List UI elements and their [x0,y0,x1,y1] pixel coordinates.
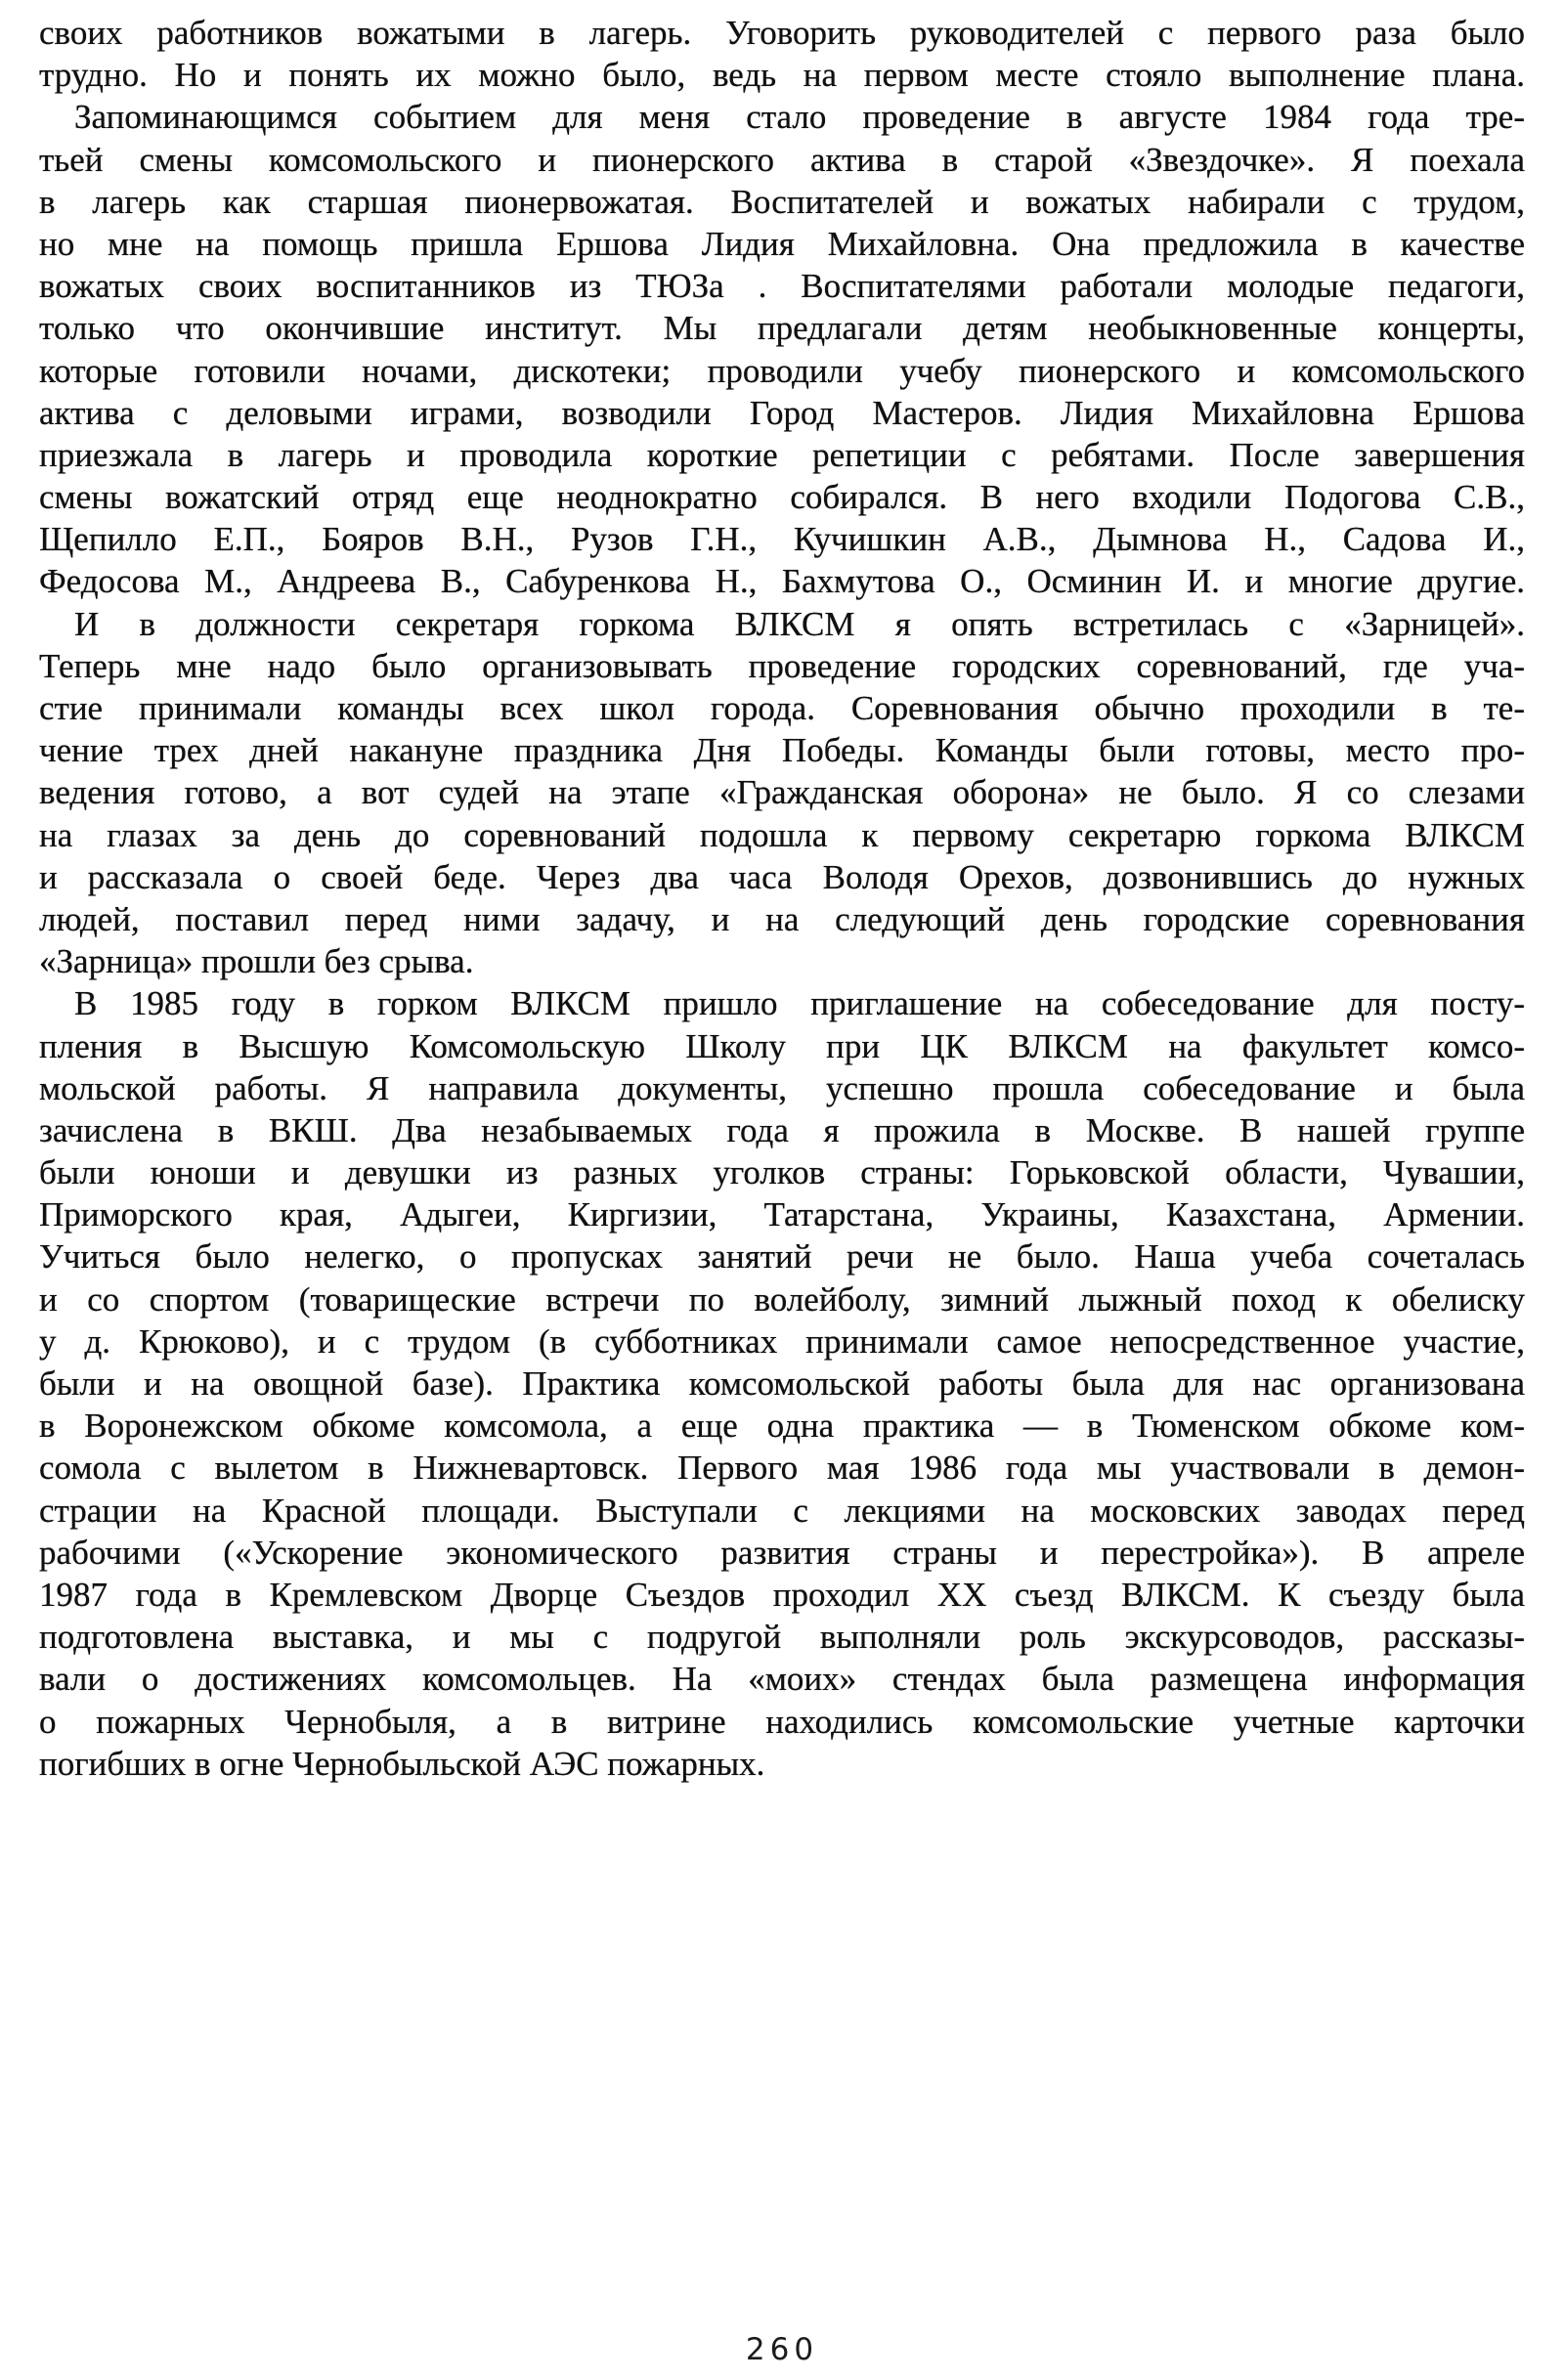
text-line: и рассказала о своей беде. Через два часа Володя Орехов, дозвонившись до нужных [39,857,1525,896]
text-line: были юноши и девушки из разных уголков страны: Горьковской области, Чувашии, [39,1153,1525,1192]
page-text [39,12,1525,1785]
text-line: у д. Крюково), и с трудом (в субботниках принимали самое непосредственное участие, [39,1321,1525,1361]
text-line: чение трех дней накануне праздника Дня Победы. Команды были готовы, место про- [39,731,1525,770]
text-line: Щепилло Е.П., Бояров В.Н., Рузов Г.Н., Кучишкин А.В., Дымнова Н., Садова И., [39,520,1525,559]
text-line: ведения готово, а вот судей на этапе «Гражданская оборона» не было. Я со слезами [39,773,1525,812]
text-line: которые готовили ночами, дискотеки; проводили учебу пионерского и комсомольского [39,351,1525,390]
text-line: рабочими («Ускорение экономического развития страны и перестройка»). В апреле [39,1533,1525,1572]
text-line: страции на Красной площади. Выступали с лекциями на московских заводах перед [39,1491,1525,1530]
text-line: Приморского края, Адыгеи, Киргизии, Татарстана, Украины, Казахстана, Армении. [39,1195,1525,1234]
text-line: и со спортом (товарищеские встречи по волейболу, зимний лыжный поход к обелиску [39,1279,1525,1319]
text-line: зачислена в ВКШ. Два незабываемых года я прожила в Москве. В нашей группе [39,1110,1525,1149]
text-line: актива с деловыми играми, возводили Город Мастеров. Лидия Михайловна Ершова [39,393,1525,432]
text-line: В 1985 году в горком ВЛКСМ пришло приглашение на собеседование для посту- [74,984,1525,1023]
text-line: были и на овощной базе). Практика комсомольской работы была для нас организована [39,1364,1525,1403]
text-line: Учиться было нелегко, о пропусках занятий речи не было. Наша учеба сочеталась [39,1237,1525,1277]
text-line: о пожарных Чернобыля, а в витрине находились комсомольские учетные карточки [39,1702,1525,1741]
text-line: только что окончившие институт. Мы предлагали детям необыкновенные концерты, [39,309,1525,348]
text-line: пления в Высшую Комсомольскую Школу при ЦК ВЛКСМ на факультет комсо- [39,1026,1525,1065]
text-line: в Воронежском обкоме комсомола, а еще одна практика — в Тюменском обкоме ком- [39,1406,1525,1446]
text-line: трудно. Но и понять их можно было, ведь на первом месте стояло выполнение плана. [39,56,1525,95]
text-line: своих работников вожатыми в лагерь. Уговорить руководителей с первого раза было [39,14,1525,52]
text-line: приезжала в лагерь и проводила короткие репетиции с ребятами. После завершения [39,435,1525,474]
text-line: сомола с вылетом в Нижневартовск. Первого мая 1986 года мы участвовали в демон- [39,1449,1525,1488]
text-line: вали о достижениях комсомольцев. На «моих» стендах была размещена информация [39,1660,1525,1699]
text-line: мольской работы. Я направила документы, успешно прошла собеседование и была [39,1068,1525,1107]
text-line: в лагерь как старшая пионервожатая. Воспитателей и вожатых набирали с трудом, [39,182,1525,221]
paragraph [39,982,1525,1785]
text-line: И в должности секретаря горкома ВЛКСМ я опять встретилась с «Зарницей». [74,604,1525,643]
text-line: людей, поставил перед ними задачу, и на следующий день городские соревнования [39,899,1525,938]
text-line: стие принимали команды всех школ города. Соревнования обычно проходили в те- [39,689,1525,727]
text-line: на глазах за день до соревнований подошла к первому секретарю горкома ВЛКСМ [39,815,1525,854]
text-line: но мне на помощь пришла Ершова Лидия Михайловна. Она предложила в качестве [39,224,1525,263]
text-line: вожатых своих воспитанников из ТЮЗа . Воспитателями работали молодые педагоги, [39,267,1525,306]
text-line: Федосова М., Андреева В., Сабуренкова Н., Бахмутова О., Осминин И. и многие другие. [39,562,1525,601]
paragraph [39,12,1525,96]
text-line: Запоминающимся событием для меня стало проведение в августе 1984 года тре- [74,98,1525,137]
text-line: «Зарница» прошли без срыва. [39,942,474,981]
text-line: тьей смены комсомольского и пионерского актива в старой «Звездочке». Я поехала [39,140,1525,179]
page-number: 260 [745,2332,819,2367]
text-line: погибших в огне Чернобыльской АЭС пожарных. [39,1744,765,1783]
paragraph [39,603,1525,983]
text-line: Теперь мне надо было организовывать проведение городских соревнований, где уча- [39,646,1525,685]
text-line: смены вожатский отряд еще неоднократно собирался. В него входили Подогова С.В., [39,478,1525,517]
text-line: подготовлена выставка, и мы с подругой выполняли роль экскурсоводов, рассказы- [39,1618,1525,1657]
paragraph [39,96,1525,602]
text-line: 1987 года в Кремлевском Дворце Съездов проходил XX съезд ВЛКСМ. К съезду была [39,1575,1525,1614]
